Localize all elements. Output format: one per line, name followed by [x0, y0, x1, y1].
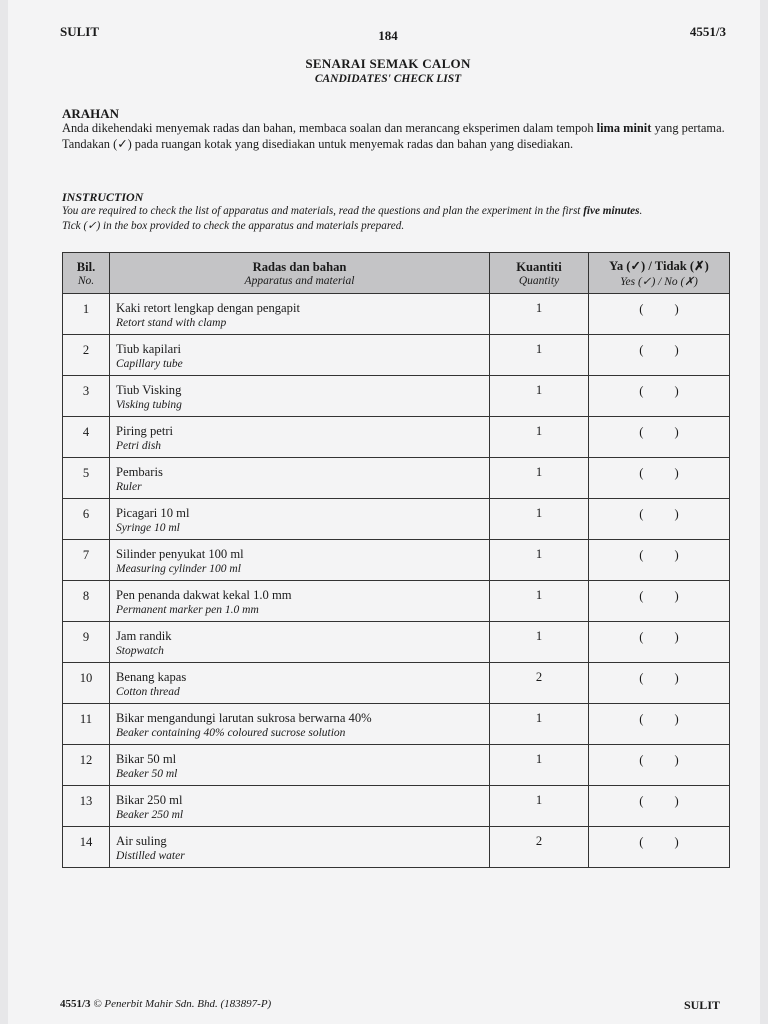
row-quantity: 1: [490, 540, 589, 581]
header-no: [63, 253, 110, 294]
row-item-ms: Benang kapas: [116, 670, 187, 684]
row-item-ms: Pembaris: [116, 465, 163, 479]
check-parentheses: ( ): [639, 671, 679, 685]
row-item-en: Stopwatch: [116, 645, 164, 657]
row-item: [110, 704, 490, 745]
header-check-ms: Ya (✓) / Tidak (✗): [609, 259, 709, 273]
row-check-box[interactable]: [589, 581, 730, 622]
row-item-ms: Tiub kapilari: [116, 342, 181, 356]
row-no: 13: [63, 786, 110, 827]
row-item-ms: Piring petri: [116, 424, 174, 438]
row-check-box[interactable]: [589, 745, 730, 786]
row-item-en: Ruler: [116, 481, 142, 493]
header-paper-code: 4551/3: [689, 24, 726, 39]
check-parentheses: ( ): [639, 794, 679, 808]
table-row: [63, 622, 730, 663]
header-no-ms: Bil.: [76, 259, 96, 274]
row-item-ms: Bikar 50 ml: [116, 752, 177, 766]
row-quantity: 1: [490, 499, 589, 540]
check-parentheses: ( ): [639, 343, 679, 357]
footer-sulit: SULIT: [683, 998, 720, 1012]
row-no: 12: [63, 745, 110, 786]
instruction-line1-pre: You are required to check the list of apparatus and materials, read the questions and plan the experiment in the first: [62, 205, 584, 217]
row-check-box[interactable]: [589, 417, 730, 458]
page-title: SENARAI SEMAK CALON: [305, 56, 471, 71]
row-quantity: 1: [490, 581, 589, 622]
row-check-box[interactable]: [589, 294, 730, 335]
row-no: 8: [63, 581, 110, 622]
row-item-ms: Bikar mengandungi larutan sukrosa berwarna 40%: [116, 711, 372, 725]
check-parentheses: ( ): [639, 507, 679, 521]
instruction-heading: INSTRUCTION: [62, 190, 144, 204]
header-item: [110, 253, 490, 294]
check-parentheses: ( ): [639, 425, 679, 439]
row-no: 10: [63, 663, 110, 704]
row-item-en: Beaker containing 40% coloured sucrose solution: [116, 727, 346, 739]
arahan-text: [62, 120, 742, 152]
table-row: [63, 745, 730, 786]
check-parentheses: ( ): [639, 384, 679, 398]
footer-code: 4551/3: [60, 998, 91, 1010]
row-check-box[interactable]: [589, 622, 730, 663]
row-check-box[interactable]: [589, 335, 730, 376]
row-item: [110, 827, 490, 868]
row-no: 4: [63, 417, 110, 458]
row-check-box[interactable]: [589, 827, 730, 868]
row-item: [110, 376, 490, 417]
table-row: [63, 499, 730, 540]
row-check-box[interactable]: [589, 376, 730, 417]
header-sulit: SULIT: [60, 24, 100, 39]
row-no: 9: [63, 622, 110, 663]
row-item-en: Cotton thread: [116, 686, 180, 698]
arahan-line1-pre: Anda dikehendaki menyemak radas dan bahan, membaca soalan dan merancang eksperimen dalam tempoh: [62, 121, 597, 135]
row-check-box[interactable]: [589, 663, 730, 704]
row-item-ms: Picagari 10 ml: [116, 506, 190, 520]
table-row: [63, 581, 730, 622]
row-item: [110, 417, 490, 458]
row-quantity: 1: [490, 786, 589, 827]
footer-publisher-text: © Penerbit Mahir Sdn. Bhd. (183897-P): [90, 998, 272, 1010]
row-item-ms: Bikar 250 ml: [116, 793, 183, 807]
row-quantity: 1: [490, 294, 589, 335]
header-qty-ms: Kuantiti: [516, 259, 562, 274]
table-row: [63, 458, 730, 499]
table-row: [63, 540, 730, 581]
row-item: [110, 622, 490, 663]
instruction-line2: Tick (✓) in the box provided to check the apparatus and materials prepared.: [62, 220, 405, 232]
header-no-en: No.: [77, 274, 95, 287]
row-item: [110, 540, 490, 581]
header-check: [589, 253, 730, 294]
row-item-en: Petri dish: [116, 440, 162, 452]
header-check-en: Yes (✓) / No (✗): [620, 276, 698, 288]
row-item: [110, 294, 490, 335]
table-row: [63, 786, 730, 827]
check-parentheses: ( ): [639, 466, 679, 480]
row-quantity: 2: [490, 663, 589, 704]
row-quantity: 1: [490, 745, 589, 786]
check-parentheses: ( ): [639, 302, 679, 316]
header-qty-en: Quantity: [518, 274, 560, 287]
row-quantity: 2: [490, 827, 589, 868]
row-item-en: Retort stand with clamp: [116, 317, 227, 329]
check-parentheses: ( ): [639, 630, 679, 644]
row-item-ms: Air suling: [116, 834, 167, 848]
row-item-ms: Pen penanda dakwat kekal 1.0 mm: [116, 588, 292, 602]
table-row: [63, 663, 730, 704]
row-no: 11: [63, 704, 110, 745]
row-item: [110, 786, 490, 827]
row-item-ms: Tiub Visking: [116, 383, 182, 397]
check-parentheses: ( ): [639, 548, 679, 562]
row-quantity: 1: [490, 376, 589, 417]
row-item-en: Beaker 250 ml: [116, 809, 184, 821]
row-item: [110, 458, 490, 499]
check-parentheses: ( ): [639, 589, 679, 603]
table-row: [63, 294, 730, 335]
row-item-en: Permanent marker pen 1.0 mm: [116, 604, 259, 616]
row-quantity: 1: [490, 417, 589, 458]
row-item-en: Measuring cylinder 100 ml: [116, 563, 241, 575]
table-row: [63, 335, 730, 376]
arahan-line2: Tandakan (✓) pada ruangan kotak yang disediakan untuk menyemak radas dan bahan yang disediakan.: [62, 137, 574, 151]
row-quantity: 1: [490, 704, 589, 745]
check-parentheses: ( ): [639, 712, 679, 726]
row-no: 2: [63, 335, 110, 376]
row-check-box[interactable]: [589, 786, 730, 827]
row-item-en: Capillary tube: [116, 358, 183, 370]
row-no: 3: [63, 376, 110, 417]
row-item: [110, 745, 490, 786]
row-no: 5: [63, 458, 110, 499]
header-qty: [490, 253, 589, 294]
arahan-heading: ARAHAN: [62, 106, 120, 121]
check-parentheses: ( ): [639, 753, 679, 767]
row-item-en: Beaker 50 ml: [116, 768, 178, 780]
arahan-line1-bold: lima minit: [596, 121, 652, 135]
instruction-line1-post: .: [639, 205, 643, 217]
table-row: [63, 704, 730, 745]
row-item: [110, 663, 490, 704]
row-item-ms: Silinder penyukat 100 ml: [116, 547, 244, 561]
row-no: 14: [63, 827, 110, 868]
row-check-box[interactable]: [589, 458, 730, 499]
table-row: [63, 376, 730, 417]
check-parentheses: ( ): [639, 835, 679, 849]
row-check-box[interactable]: [589, 499, 730, 540]
row-item: [110, 499, 490, 540]
row-no: 6: [63, 499, 110, 540]
instruction-line1-bold: five minutes: [583, 205, 640, 217]
row-item-en: Visking tubing: [116, 399, 182, 411]
table-row: [63, 417, 730, 458]
row-item-en: Distilled water: [116, 850, 185, 862]
page-number: 184: [378, 28, 398, 43]
row-quantity: 1: [490, 458, 589, 499]
checklist-table: [62, 252, 730, 868]
row-quantity: 1: [490, 335, 589, 376]
row-no: 1: [63, 294, 110, 335]
row-item-ms: Jam randik: [116, 629, 172, 643]
table-header-row: [63, 253, 730, 294]
row-item-en: Syringe 10 ml: [116, 522, 180, 534]
table-row: [63, 827, 730, 868]
footer-publisher: [60, 998, 271, 1010]
row-item: [110, 335, 490, 376]
row-check-box[interactable]: [589, 704, 730, 745]
row-no: 7: [63, 540, 110, 581]
header-item-en: Apparatus and material: [244, 274, 355, 287]
row-item-ms: Kaki retort lengkap dengan pengapit: [116, 301, 300, 315]
row-check-box[interactable]: [589, 540, 730, 581]
instruction-text: [62, 204, 742, 234]
row-quantity: 1: [490, 622, 589, 663]
row-item: [110, 581, 490, 622]
page-subtitle: CANDIDATES' CHECK LIST: [314, 73, 462, 85]
arahan-line1-post: yang pertama.: [651, 121, 725, 135]
document-page: [8, 0, 760, 1024]
header-item-ms: Radas dan bahan: [252, 259, 347, 274]
